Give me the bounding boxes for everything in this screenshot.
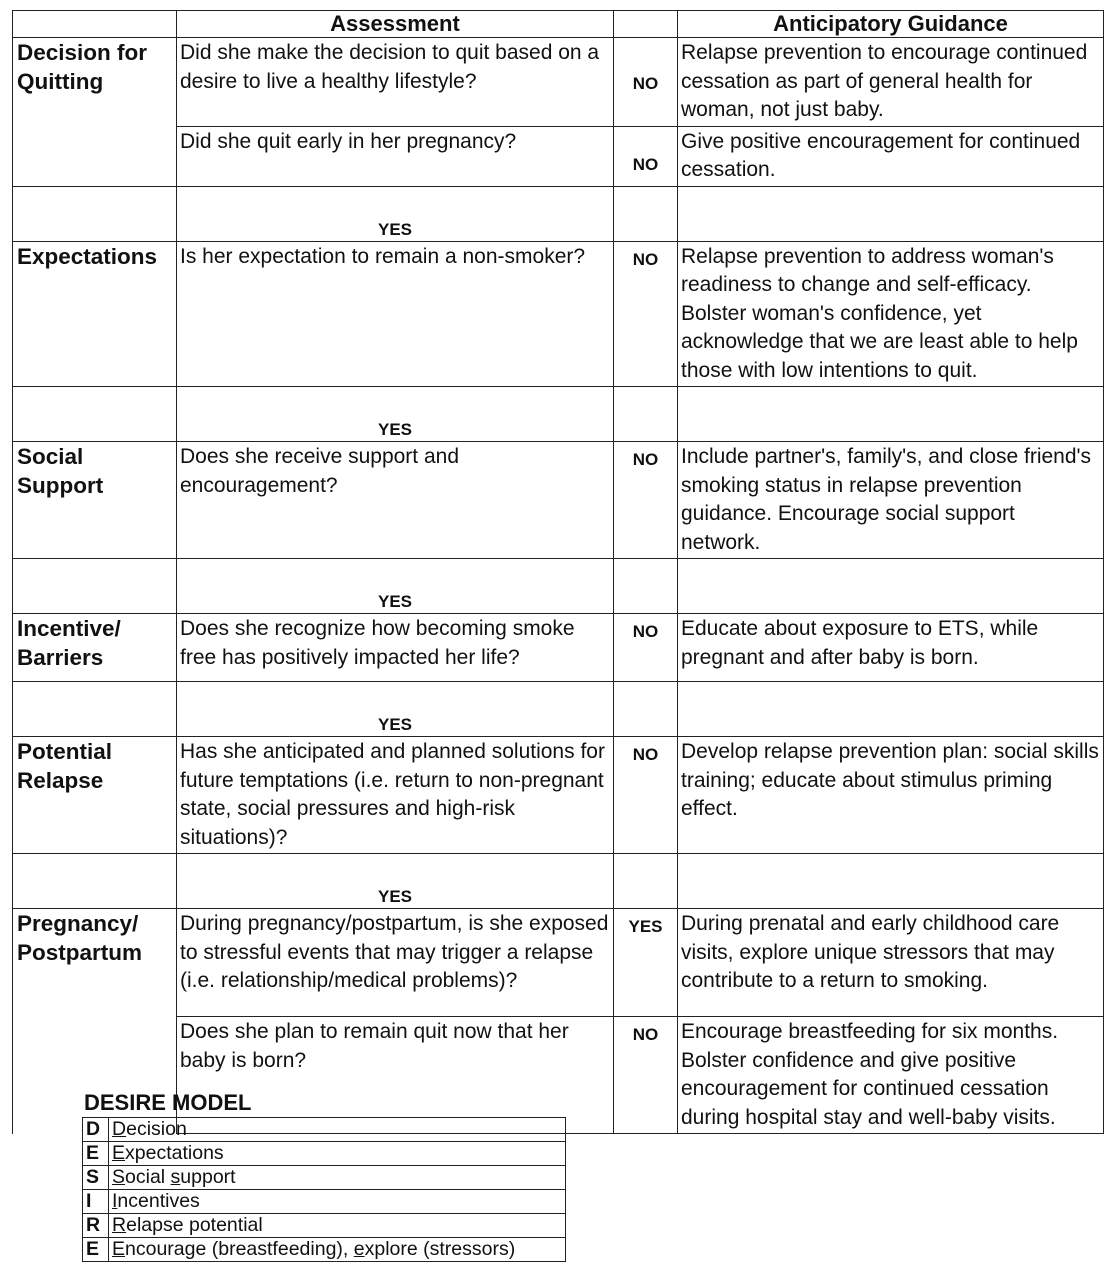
answer-header-cell [614,11,678,38]
header-row [13,11,1104,38]
spacer-cell [678,854,1104,909]
legend-row [83,1118,566,1142]
answer-cell: NO [614,38,678,127]
guidance-text: Give positive encouragement for continued cessation. [678,126,1104,186]
legend-term [109,1142,566,1166]
spacer-cell [678,559,1104,614]
spacer-cell [614,854,678,909]
spacer-cell [13,559,177,614]
legend-term-part: R [112,1214,127,1236]
legend-term-part: D [112,1118,127,1140]
spacer-cell [614,682,678,737]
category-incentive-barriers: Incentive/ Barriers [13,614,177,682]
category-pregnancy-postpartum: Pregnancy/ Postpartum [13,909,177,1134]
spacer-cell [678,186,1104,241]
legend-term-part: xplore (stressors) [364,1238,516,1260]
yes-row [13,186,1104,241]
legend-term [109,1118,566,1142]
legend-term-part: s [170,1166,181,1188]
guidance-text: Relapse prevention to address woman's readiness to change and self-efficacy. Bolster woman's confidence, yet acknowledge that we are least able to help those with low intentions to quit. [678,241,1104,387]
legend-letter: E [83,1142,109,1166]
legend-row [83,1142,566,1166]
yes-label: YES [177,186,614,241]
yes-label: YES [177,387,614,442]
spacer-cell [13,387,177,442]
guidance-text: Educate about exposure to ETS, while pregnant and after baby is born. [678,614,1104,682]
answer-cell: NO [614,614,678,682]
table-row [13,614,1104,682]
legend-letter: S [83,1166,109,1190]
spacer-cell [678,682,1104,737]
legend-letter: R [83,1214,109,1238]
yes-row [13,387,1104,442]
legend-term [109,1166,566,1190]
legend-term-part: S [112,1166,126,1188]
assessment-question: Is her expectation to remain a non-smoker? [177,241,614,387]
category-potential-relapse: Potential Relapse [13,737,177,854]
yes-label: YES [177,854,614,909]
guidance-text: Relapse prevention to encourage continued cessation as part of general health for woman, not just baby. [678,38,1104,127]
assessment-question: Does she plan to remain quit now that her baby is born? [177,1017,614,1134]
spacer-cell [678,387,1104,442]
category-social-support: Social Support [13,442,177,559]
legend-row [83,1166,566,1190]
answer-cell: NO [614,737,678,854]
legend-term [109,1238,566,1262]
table-row [13,38,1104,127]
legend-letter: D [83,1118,109,1142]
legend-row [83,1238,566,1262]
desire-assessment-table [12,10,1104,1134]
blank-header-cell [13,11,177,38]
legend-term-part: xpectations [125,1142,224,1164]
assessment-question: Does she recognize how becoming smoke free has positively impacted her life? [177,614,614,682]
legend-term-part: upport [180,1166,236,1188]
table-row [13,737,1104,854]
assessment-question: Has she anticipated and planned solutions for future temptations (i.e. return to non-pregnant state, social pressures and high-risk situations)? [177,737,614,854]
legend-term [109,1214,566,1238]
spacer-cell [13,682,177,737]
legend-term-part: E [112,1238,126,1260]
legend-term-part: ncourage (breastfeeding), [125,1238,354,1260]
assessment-question: Does she receive support and encouragement? [177,442,614,559]
answer-cell: NO [614,442,678,559]
spacer-cell [614,559,678,614]
guidance-text: Develop relapse prevention plan: social skills training; educate about stimulus priming effect. [678,737,1104,854]
legend-term-part: E [112,1142,126,1164]
yes-label: YES [177,559,614,614]
table-row [13,126,1104,186]
category-decision: Decision for Quitting [13,38,177,187]
guidance-text: Include partner's, family's, and close friend's smoking status in relapse prevention guidance. Encourage social support network. [678,442,1104,559]
spacer-cell [614,186,678,241]
assessment-question: During pregnancy/postpartum, is she exposed to stressful events that may trigger a relapse (i.e. relationship/medical problems)? [177,909,614,1017]
answer-cell: NO [614,1017,678,1134]
guidance-text: During prenatal and early childhood care visits, explore unique stressors that may contribute to a return to smoking. [678,909,1104,1017]
table-row [13,442,1104,559]
spacer-cell [614,387,678,442]
answer-cell: NO [614,241,678,387]
assessment-header: Assessment [177,11,614,38]
legend-title: DESIRE MODEL [84,1090,252,1115]
yes-row [13,854,1104,909]
guidance-header: Anticipatory Guidance [678,11,1104,38]
desire-model-legend [82,1117,566,1262]
yes-row [13,559,1104,614]
yes-label: YES [177,682,614,737]
legend-letter: E [83,1238,109,1262]
legend-term-part: e [353,1238,365,1260]
answer-cell: NO [614,126,678,186]
legend-letter: I [83,1190,109,1214]
table-row [13,241,1104,387]
guidance-text: Encourage breastfeeding for six months. Bolster confidence and give positive encouragement for continued cessation during hospital stay and well-baby visits. [678,1017,1104,1134]
table-row [13,909,1104,1017]
category-expectations: Expectations [13,241,177,387]
legend-term [109,1190,566,1214]
legend-term-part: I [112,1190,118,1212]
legend-term-part: ocial [125,1166,171,1188]
legend-row [83,1214,566,1238]
assessment-question: Did she make the decision to quit based on a desire to live a healthy lifestyle? [177,38,614,127]
assessment-question: Did she quit early in her pregnancy? [177,126,614,186]
legend-term-part: ncentives [117,1190,200,1212]
answer-cell: YES [614,909,678,1017]
legend-term-part: ecision [126,1118,187,1140]
legend-term-part: elapse potential [126,1214,263,1236]
legend-row [83,1190,566,1214]
yes-row [13,682,1104,737]
spacer-cell [13,854,177,909]
spacer-cell [13,186,177,241]
